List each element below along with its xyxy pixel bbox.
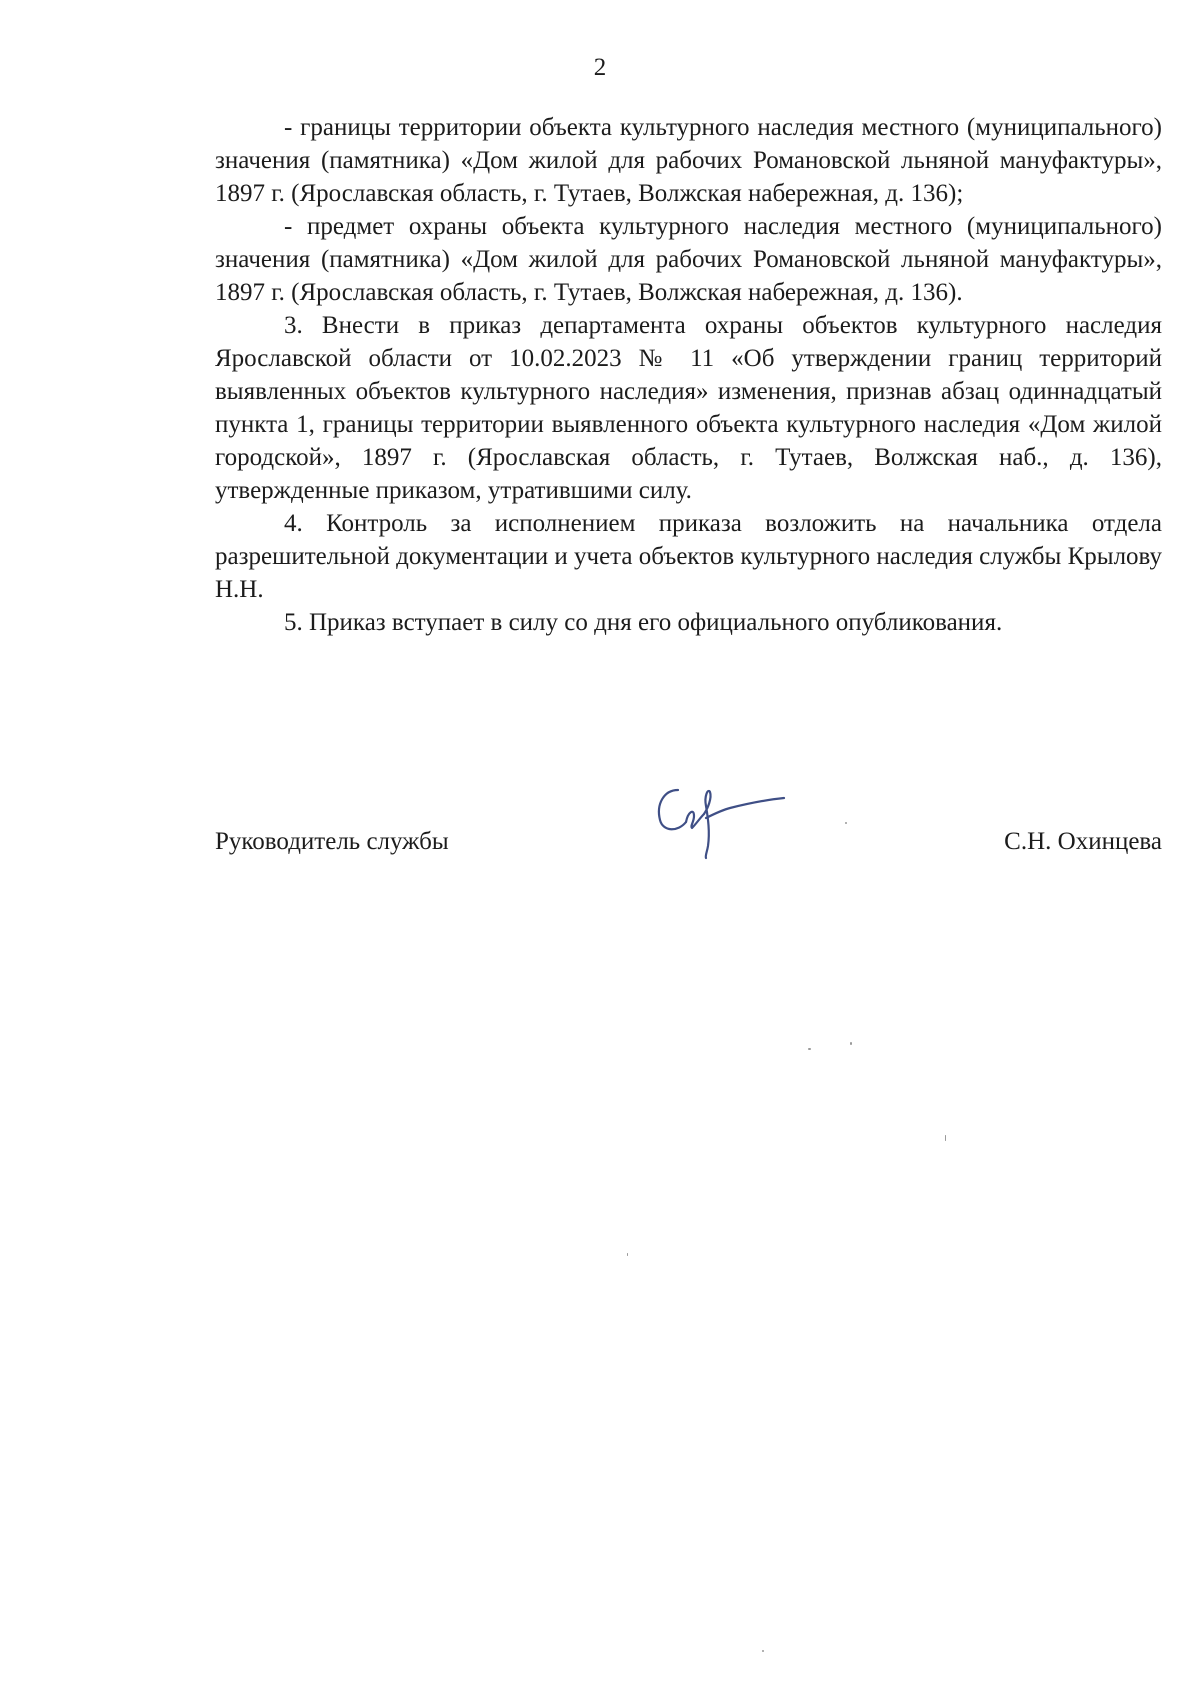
scan-speck: [808, 1048, 811, 1050]
signer-position: Руководитель службы: [215, 828, 449, 855]
handwritten-signature: [650, 768, 800, 863]
paragraph-boundaries: - границы территории объекта культурного наследия местного (муниципального) значения (памятника) «Дом жилой для рабочих Романовской льняной мануфактуры», 1897 г. (Ярославская область, г. Тутаев, Волжская набережная, д. 136);: [215, 114, 1162, 207]
paragraph-item-5: 5. Приказ вступает в силу со дня его официального опубликования.: [284, 609, 1003, 636]
scan-speck: [845, 822, 847, 824]
document-body: [215, 111, 1162, 639]
scan-speck: [762, 1650, 764, 1652]
signer-name: С.Н. Охинцева: [1004, 828, 1162, 855]
scan-speck: [945, 1135, 946, 1141]
paragraph-item-3: 3. Внести в приказ департамента охраны объектов культурного наследия Ярославской области от 10.02.2023 № 11 «Об утверждении границ территорий выявленных объектов культурного наследия» изменения, признав абзац одиннадцатый пункта 1, границы территории выявленного объекта культурного наследия «Дом жилой городской», 1897 г. (Ярославская область, г. Тутаев, Волжская наб., д. 136), утвержденные приказом, утратившими силу.: [215, 312, 1162, 504]
scan-speck: [627, 1253, 628, 1256]
paragraph-protection-subject: - предмет охраны объекта культурного наследия местного (муниципального) значения (памятника) «Дом жилой для рабочих Романовской льняной мануфактуры», 1897 г. (Ярославская область, г. Тутаев, Волжская набережная, д. 136).: [215, 213, 1162, 306]
page-number: 2: [593, 54, 607, 81]
scan-speck: [850, 1042, 852, 1045]
paragraph-item-4: 4. Контроль за исполнением приказа возложить на начальника отдела разрешительной документации и учета объектов культурного наследия службы Крылову Н.Н.: [215, 510, 1162, 603]
